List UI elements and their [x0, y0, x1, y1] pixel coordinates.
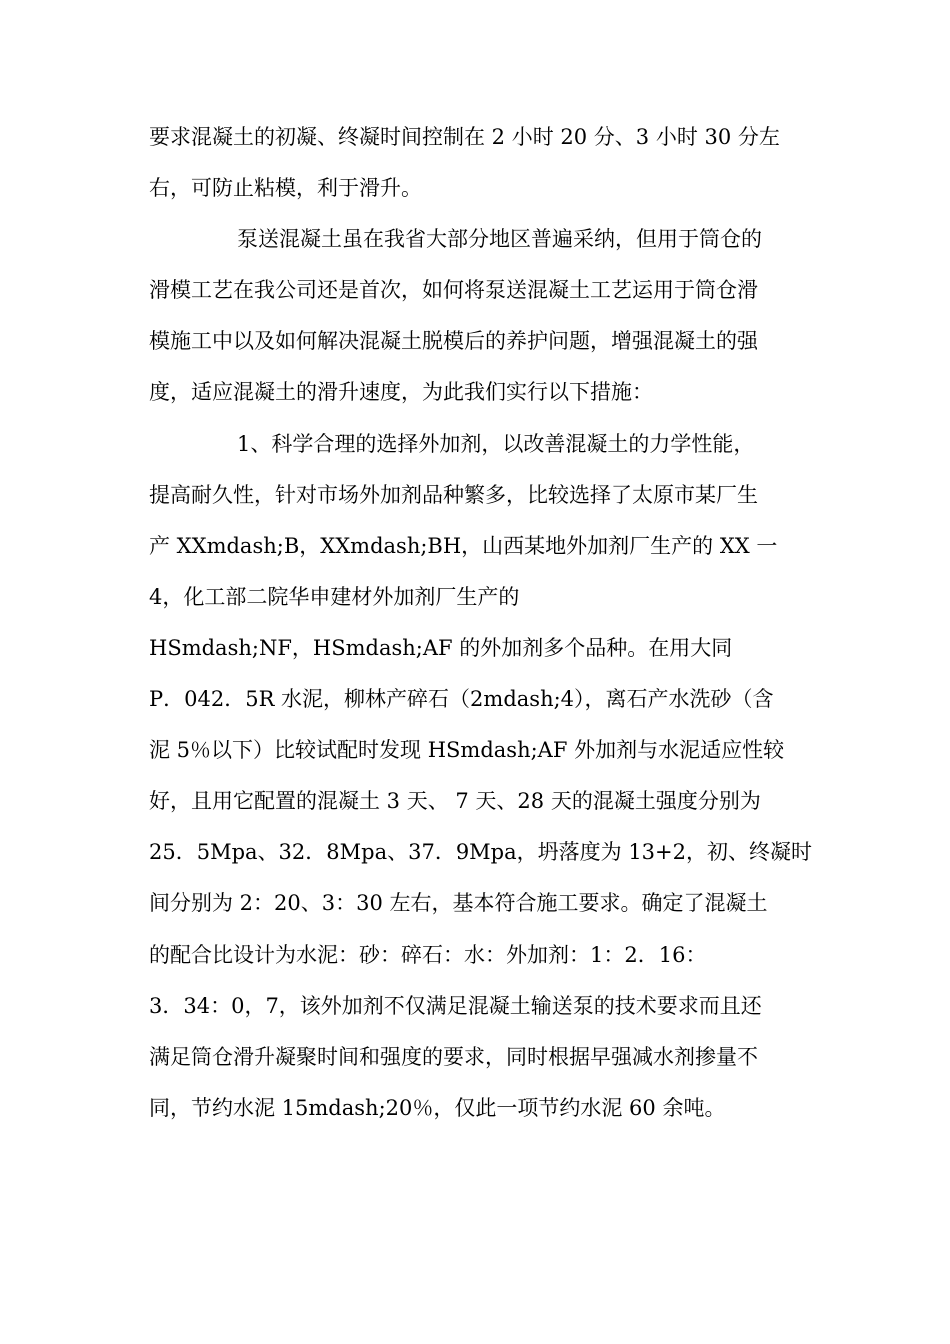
text-line: 间分别为 2：20、3：30 左右，基本符合施工要求。确定了混凝土 — [149, 891, 768, 916]
text-line: 3．34：0，7，该外加剂不仅满足混凝土输送泵的技术要求而且还 — [149, 993, 762, 1018]
text-line: 好，且用它配置的混凝土 3 天、 7 天、28 天的混凝土强度分别为 — [149, 789, 761, 814]
text-line: 度，适应混凝土的滑升速度，为此我们实行以下措施： — [149, 380, 653, 405]
text-line: HSmdash;NF，HSmdash;AF 的外加剂多个品种。在用大同 — [149, 635, 733, 660]
text-line: 滑模工艺在我公司还是首次，如何将泵送混凝土工艺运用于筒仓滑 — [149, 278, 758, 303]
text-line: P．042．5R 水泥，柳林产碎石（2mdash;4），离石产水洗砂（含 — [149, 687, 774, 712]
text-line: 同，节约水泥 15mdash;20％，仅此一项节约水泥 60 余吨。 — [149, 1095, 726, 1120]
paragraph-start-line: 泵送混凝土虽在我省大部分地区普遍采纳，但用于筒仓的 — [237, 227, 762, 252]
text-line: 右，可防止粘模，利于滑升。 — [149, 176, 422, 201]
text-line: 要求混凝土的初凝、终凝时间控制在 2 小时 20 分、3 小时 30 分左 — [149, 125, 780, 149]
text-line: 25．5Mpa、32．8Mpa、37．9Mpa，坍落度为 13+2，初、终凝时 — [149, 840, 812, 865]
text-line: 产 XXmdash;B，XXmdash;BH，山西某地外加剂厂生产的 XX 一 — [149, 533, 778, 558]
text-line: 的配合比设计为水泥：砂：碎石：水：外加剂：1：2．16： — [149, 942, 707, 967]
text-line: 满足筒仓滑升凝聚时间和强度的要求，同时根据早强减水剂掺量不 — [149, 1044, 758, 1069]
body-text — [149, 118, 812, 1140]
text-line: 提高耐久性，针对市场外加剂品种繁多，比较选择了太原市某厂生 — [149, 482, 758, 507]
text-line: 模施工中以及如何解决混凝土脱模后的养护问题，增强混凝土的强 — [149, 329, 758, 354]
text-line: 泥 5％以下）比较试配时发现 HSmdash;AF 外加剂与水泥适应性较 — [149, 738, 785, 763]
text-line: 4，化工部二院华申建材外加剂厂生产的 — [149, 584, 520, 609]
paragraph-start-line: 1、科学合理的选择外加剂，以改善混凝土的力学性能， — [237, 431, 755, 456]
